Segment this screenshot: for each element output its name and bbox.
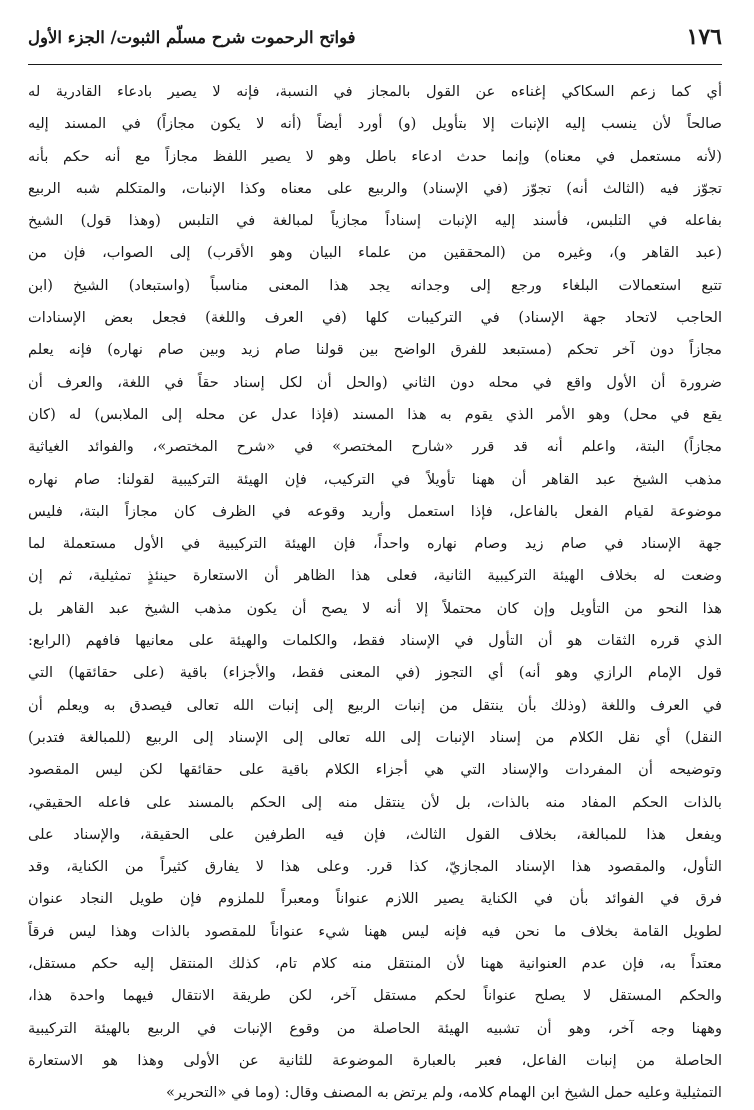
page-number: ١٧٦ (686, 24, 722, 50)
running-title: فواتح الرحموت شرح مسلّم الثبوت/ الجزء الأول (28, 28, 356, 47)
text-line: وضعت له بخلاف الهيئة التركيبية الثانية، فعلى هذا الظاهر أن الاستعارة حينئذٍ تمثيلية، ثم إن (28, 567, 722, 585)
text-line: التأول، والمقصود هذا الإسناد المجازيّ، كذا قرر. وعلى هذا لا يفارق كثيراً من الكناية، وقد (28, 858, 722, 876)
text-line: جهة الإسناد في صام زيد وصام نهاره واحداً، فإن الهيئة التركيبية في الأول مستعملة لما (28, 535, 722, 553)
text-line: والحكم المستقل لا يصلح عنواناً لحكم مستقل آخر، لكن طريقة الانتقال فيهما واحدة هذا، (28, 987, 722, 1005)
page-header (28, 24, 722, 65)
text-line: يقع في محل) وهو الأمر الذي يقوم به هذا المسند (فإذا عدل عن محله إلى الملابس) له (كان (28, 405, 722, 423)
text-line: وتوضيحه أن المفردات والإسناد التي هي أجزاء الكلام باقية على حقائقها لكن ليس المقصود (28, 761, 722, 779)
text-line: قول الإمام الرازي وهو أنه) أي التجوز (في المعنى فقط، والأجزاء) باقية (على حقائقها) التي (28, 664, 722, 682)
text-line: مذهب الشيخ عبد القاهر أن ههنا تأويلاً في التركيب، فإن الهيئة التركيبية لقولنا: صام نهاره (28, 470, 722, 488)
text-line: هذا النحو من التأويل وإن كان محتملاً إلا أنه لا يصح أن يكون مذهب الشيخ عبد القاهر بل (28, 599, 722, 617)
text-line: تجوّز فيه (الثالث أنه) تجوّز (في الإسناد) والربيع على معناه وكذا الإنبات، والمتكلم شبه الربيع (28, 179, 722, 197)
body-text (28, 76, 722, 1110)
text-line: في العرف واللغة (وذلك بأن ينتقل من إنبات الربيع إلى إنبات الله تعالى فيصدق به ويعلم أن (28, 696, 722, 714)
text-line: فرق في الفوائد بأن في الكناية يصير اللازم عنواناً ومعبراً للملزوم فإن طويل النجاد عنوان (28, 890, 722, 908)
text-line: النقل) أي نقل الكلام من إسناد الإنبات إلى الله تعالى إلى الإسناد إلى الربيع (للمبالغة فتدبر) (28, 728, 722, 746)
text-line: لطويل القامة بخلاف ما نحن فيه فإنه ليس ههنا شيء عنواناً للمقصود بالذات وهذا ليس فرقاً (28, 922, 722, 940)
text-line: ويفعل هذا للمبالغة، بخلاف القول الثالث، فإن فيه الطرفين على الحقيقة، والإسناد على (28, 825, 722, 843)
text-line: بالذات الحكم المفاد منه بالذات، بل لأن ينتقل منه إلى الحكم بالمسند على فاعله الحقيقي، (28, 793, 722, 811)
text-line: صالحاً لأن ينسب إليه الإنبات إلا بتأويل (و) أورد أيضاً (أنه لا يكون مجازاً) في المسند إليه (28, 115, 722, 133)
text-line: (عبد القاهر و)، وغيره من (المحققين من علماء البيان وهو الأقرب) إلى الصواب، فإن من (28, 244, 722, 262)
text-line: الحاجب لاتحاد جهة الإسناد) في التركيبات كلها (في العرف واللغة) فجعل بعض الإسنادات (28, 309, 722, 327)
text-line: الذي قرره الثقات هو أن التأول في الإسناد فقط، والكلمات والهيئة على معانيها فافهم (الرابع: (28, 632, 722, 650)
text-line: مجازاً) البتة، واعلم أنه قد قرر «شارح المختصر» في «شرح المختصر»، والفوائد الغياثية (28, 438, 722, 456)
text-line: التمثيلية وعليه حمل الشيخ ابن الهمام كلامه، ولم يرتض به المصنف وقال: (وما في «التحرير» (166, 1084, 722, 1102)
text-line: موضوعة لقيام الفعل بالفاعل، فإذا استعمل وأريد وقوعه في الظرف كان مجازاً البتة، فليس (28, 502, 722, 520)
text-line: الحاصلة من إنبات الفاعل، فعبر بالعبارة الموضوعة للثانية عن الأولى وهذا هو الاستعارة (28, 1051, 722, 1069)
text-line: بفاعله في التلبس، فأسند إليه الإنبات إسناداً مجازياً لمبالغة في التلبس (وهذا قول) الشيخ (28, 212, 722, 230)
text-line: معتداً به، فإن عدم العنوانية ههنا لأن المنتقل منه كلام تام، كذلك المنتقل إليه حكم مستقل، (28, 955, 722, 973)
text-line: ضرورة أن الأول واقع في محله دون الثاني (والحل أن لكل إسناد حقاً في اللغة، والعرف أن (28, 373, 722, 391)
text-line: أي كما زعم السكاكي إغناءه عن القول بالمجاز في النسبة، فإنه لا يصير بادعاء القادرية له (28, 83, 722, 100)
text-line: وههنا وجه آخر، وهو أن تشبيه الهيئة الحاصلة من وقوع الإنبات في الربيع بالهيئة التركيبية (28, 1019, 722, 1037)
text-line: مجازاً دون آخر تحكم (مستبعد للفرق الواضح بين قولنا صام زيد وبين صام نهاره) فإنه يعلم (28, 341, 722, 359)
text-line: (لأنه مستعمل في معناه) وإنما حدث ادعاء باطل وهو لا يصير اللفظ مجازاً مع أنه حكم بأنه (28, 147, 722, 165)
text-line: تتبع استعمالات البلغاء ورجع إلى وجدانه يجد هذا المعنى مناسباً (واستبعاد) الشيخ (ابن (28, 276, 722, 294)
